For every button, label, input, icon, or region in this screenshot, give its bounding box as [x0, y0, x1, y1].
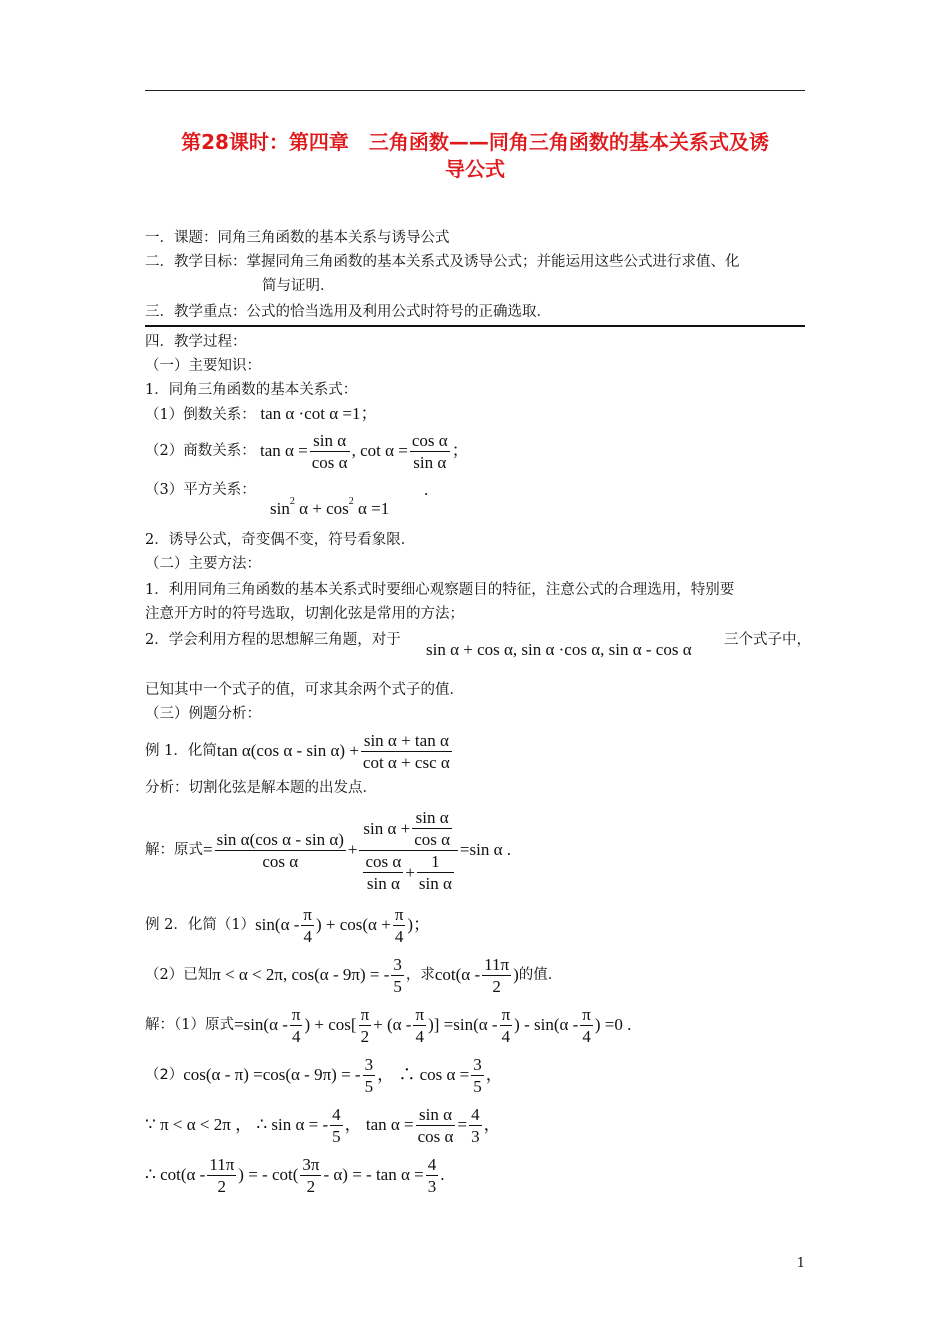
quotient-label: （2）商数关系： — [145, 443, 256, 459]
square-period: . — [424, 480, 429, 499]
example-1-solution-formula: = $\frac{\text{sin α(cos α - sin α)}}{\text{cos α}}$ + sin α + $\frac{\text{sin α}}{\text{cos α}}$ $\frac{\text{cos α}}{\text{sin α}}$ + $\frac{1}{\text{sin α}}$ =sin α . — [203, 807, 511, 893]
knowledge-item-2: 2．诱导公式，奇变偶不变，符号看象限． — [145, 532, 416, 548]
knowledge-item-1: 1．同角三角函数的基本关系式： — [145, 382, 358, 398]
example-2-solution-1 — [145, 1000, 631, 1050]
example-2-solution-3 — [145, 1100, 501, 1150]
example-1 — [145, 726, 454, 776]
example-2-solution-3-formula: ∵ π < α < 2π ， ∴ sin α = - $\frac{4}{5}$ ， tan α = $\frac{\text{sin α}}{\text{cos α}}$ = $\frac{4}{3}$ ， — [145, 1104, 501, 1146]
reciprocal-relation — [145, 404, 377, 425]
page-title: 第28课时：第四章 三角函数——同角三角函数的基本关系式及诱 — [181, 130, 769, 154]
methods-heading: （二）主要方法： — [145, 556, 261, 572]
example-1-formula: tan α(cos α - sin α) + $\frac{\text{sin α + tan α}}{\text{cot α + csc α}}$ — [216, 730, 450, 772]
quotient-relation — [145, 426, 469, 476]
example-2-part-2-end: 的值． — [518, 967, 563, 983]
example-2-part-2 — [145, 950, 562, 1000]
method-2-formula: sin α + cos α, sin α ·cos α, sin α - cos α — [426, 640, 692, 659]
square-label: （3）平方关系： — [145, 482, 256, 498]
method-2-tail: 三个式子中， — [724, 632, 811, 648]
section-goals: 二．教学目标：掌握同角三角函数的基本关系式及诱导公式；并能运用这些公式进行求值、化 — [145, 254, 740, 270]
knowledge-heading: （一）主要知识： — [145, 358, 261, 374]
example-2-target: cot(α - $\frac{11\pi}{2}$ ) — [434, 954, 519, 996]
section-goals-cont: 简与证明． — [262, 278, 335, 294]
section-process: 四．教学过程： — [145, 334, 247, 350]
example-2-solution-1-formula: =sin(α - $\frac{\pi}{4}$ ) + cos[ $\frac{\pi}{2}$ + (α - $\frac{\pi}{4}$ )] =sin(α - $\frac{\pi}{4}$ ) - sin(α - $\frac{\pi}{4}$ ) =0 . — [233, 1004, 632, 1046]
example-2-part-1-formula: sin(α - $\frac{\pi}{4}$ ) + cos(α + $\frac{\pi}{4}$ )； — [255, 904, 431, 946]
method-2: 2．学会利用方程的思想解三角题，对于 — [145, 632, 401, 648]
reciprocal-formula: tan α ·cot α =1； — [260, 404, 378, 423]
example-2-part-2-label: （2）已知 — [145, 967, 213, 983]
example-2-solution-label: 解：（1）原式 — [145, 1017, 234, 1033]
section-topic: 一．课题：同角三角函数的基本关系与诱导公式 — [145, 230, 450, 246]
example-1-solution-label: 解：原式 — [145, 842, 203, 858]
example-2-solution-2-formula: （2） cos(α - π) =cos(α - 9π) = - $\frac{3}{5}$ ， ∴ cos α = $\frac{3}{5}$ ， — [145, 1054, 503, 1096]
example-2-solution-4-formula: ∴ cot(α - $\frac{11\pi}{2}$ ) = - cot( $\frac{3\pi}{2}$ - α) = - tan α = $\frac{4}{3}$ . — [145, 1154, 445, 1196]
method-1: 1．利用同角三角函数的基本关系式时要细心观察题目的特征，注意公式的合理选用，特别要 — [145, 582, 735, 598]
square-formula: $\sin^2 \alpha + \cos^2 \alpha =1$ — [270, 496, 390, 518]
example-1-label: 例 1．化简 — [145, 743, 217, 759]
example-2-solution-2 — [145, 1050, 503, 1100]
example-1-solution — [145, 804, 511, 896]
example-2-part-1 — [145, 900, 430, 950]
examples-heading: （三）例题分析： — [145, 706, 261, 722]
page-title-cont: 导公式 — [445, 157, 505, 181]
square-relation — [145, 480, 256, 500]
reciprocal-label: （1）倒数关系： — [145, 407, 256, 423]
page-number: 1 — [796, 1256, 805, 1271]
example-1-analysis: 分析：切割化弦是解本题的出发点． — [145, 780, 377, 796]
example-2-given: π < α < 2π, cos(α - 9π) = - $\frac{3}{5}$ — [212, 954, 402, 996]
example-2-part-2-mid: ，求 — [405, 967, 435, 983]
example-2-solution-4 — [145, 1150, 444, 1200]
method-1-cont: 注意开方时的符号选取，切割化弦是常用的方法； — [145, 606, 464, 622]
method-2-cont: 已知其中一个式子的值，可求其余两个式子的值． — [145, 682, 464, 698]
header-rule — [145, 90, 805, 91]
example-2-label: 例 2．化简（1） — [145, 917, 256, 933]
section-focus: 三．教学重点：公式的恰当选用及利用公式时符号的正确选取． — [145, 304, 551, 320]
quotient-formula: tan α = $\frac{\text{sin α}}{\text{cos α}}$ , cot α = $\frac{\text{cos α}}{\text{sin α}}$ ； — [255, 430, 469, 472]
section-divider — [145, 325, 805, 327]
